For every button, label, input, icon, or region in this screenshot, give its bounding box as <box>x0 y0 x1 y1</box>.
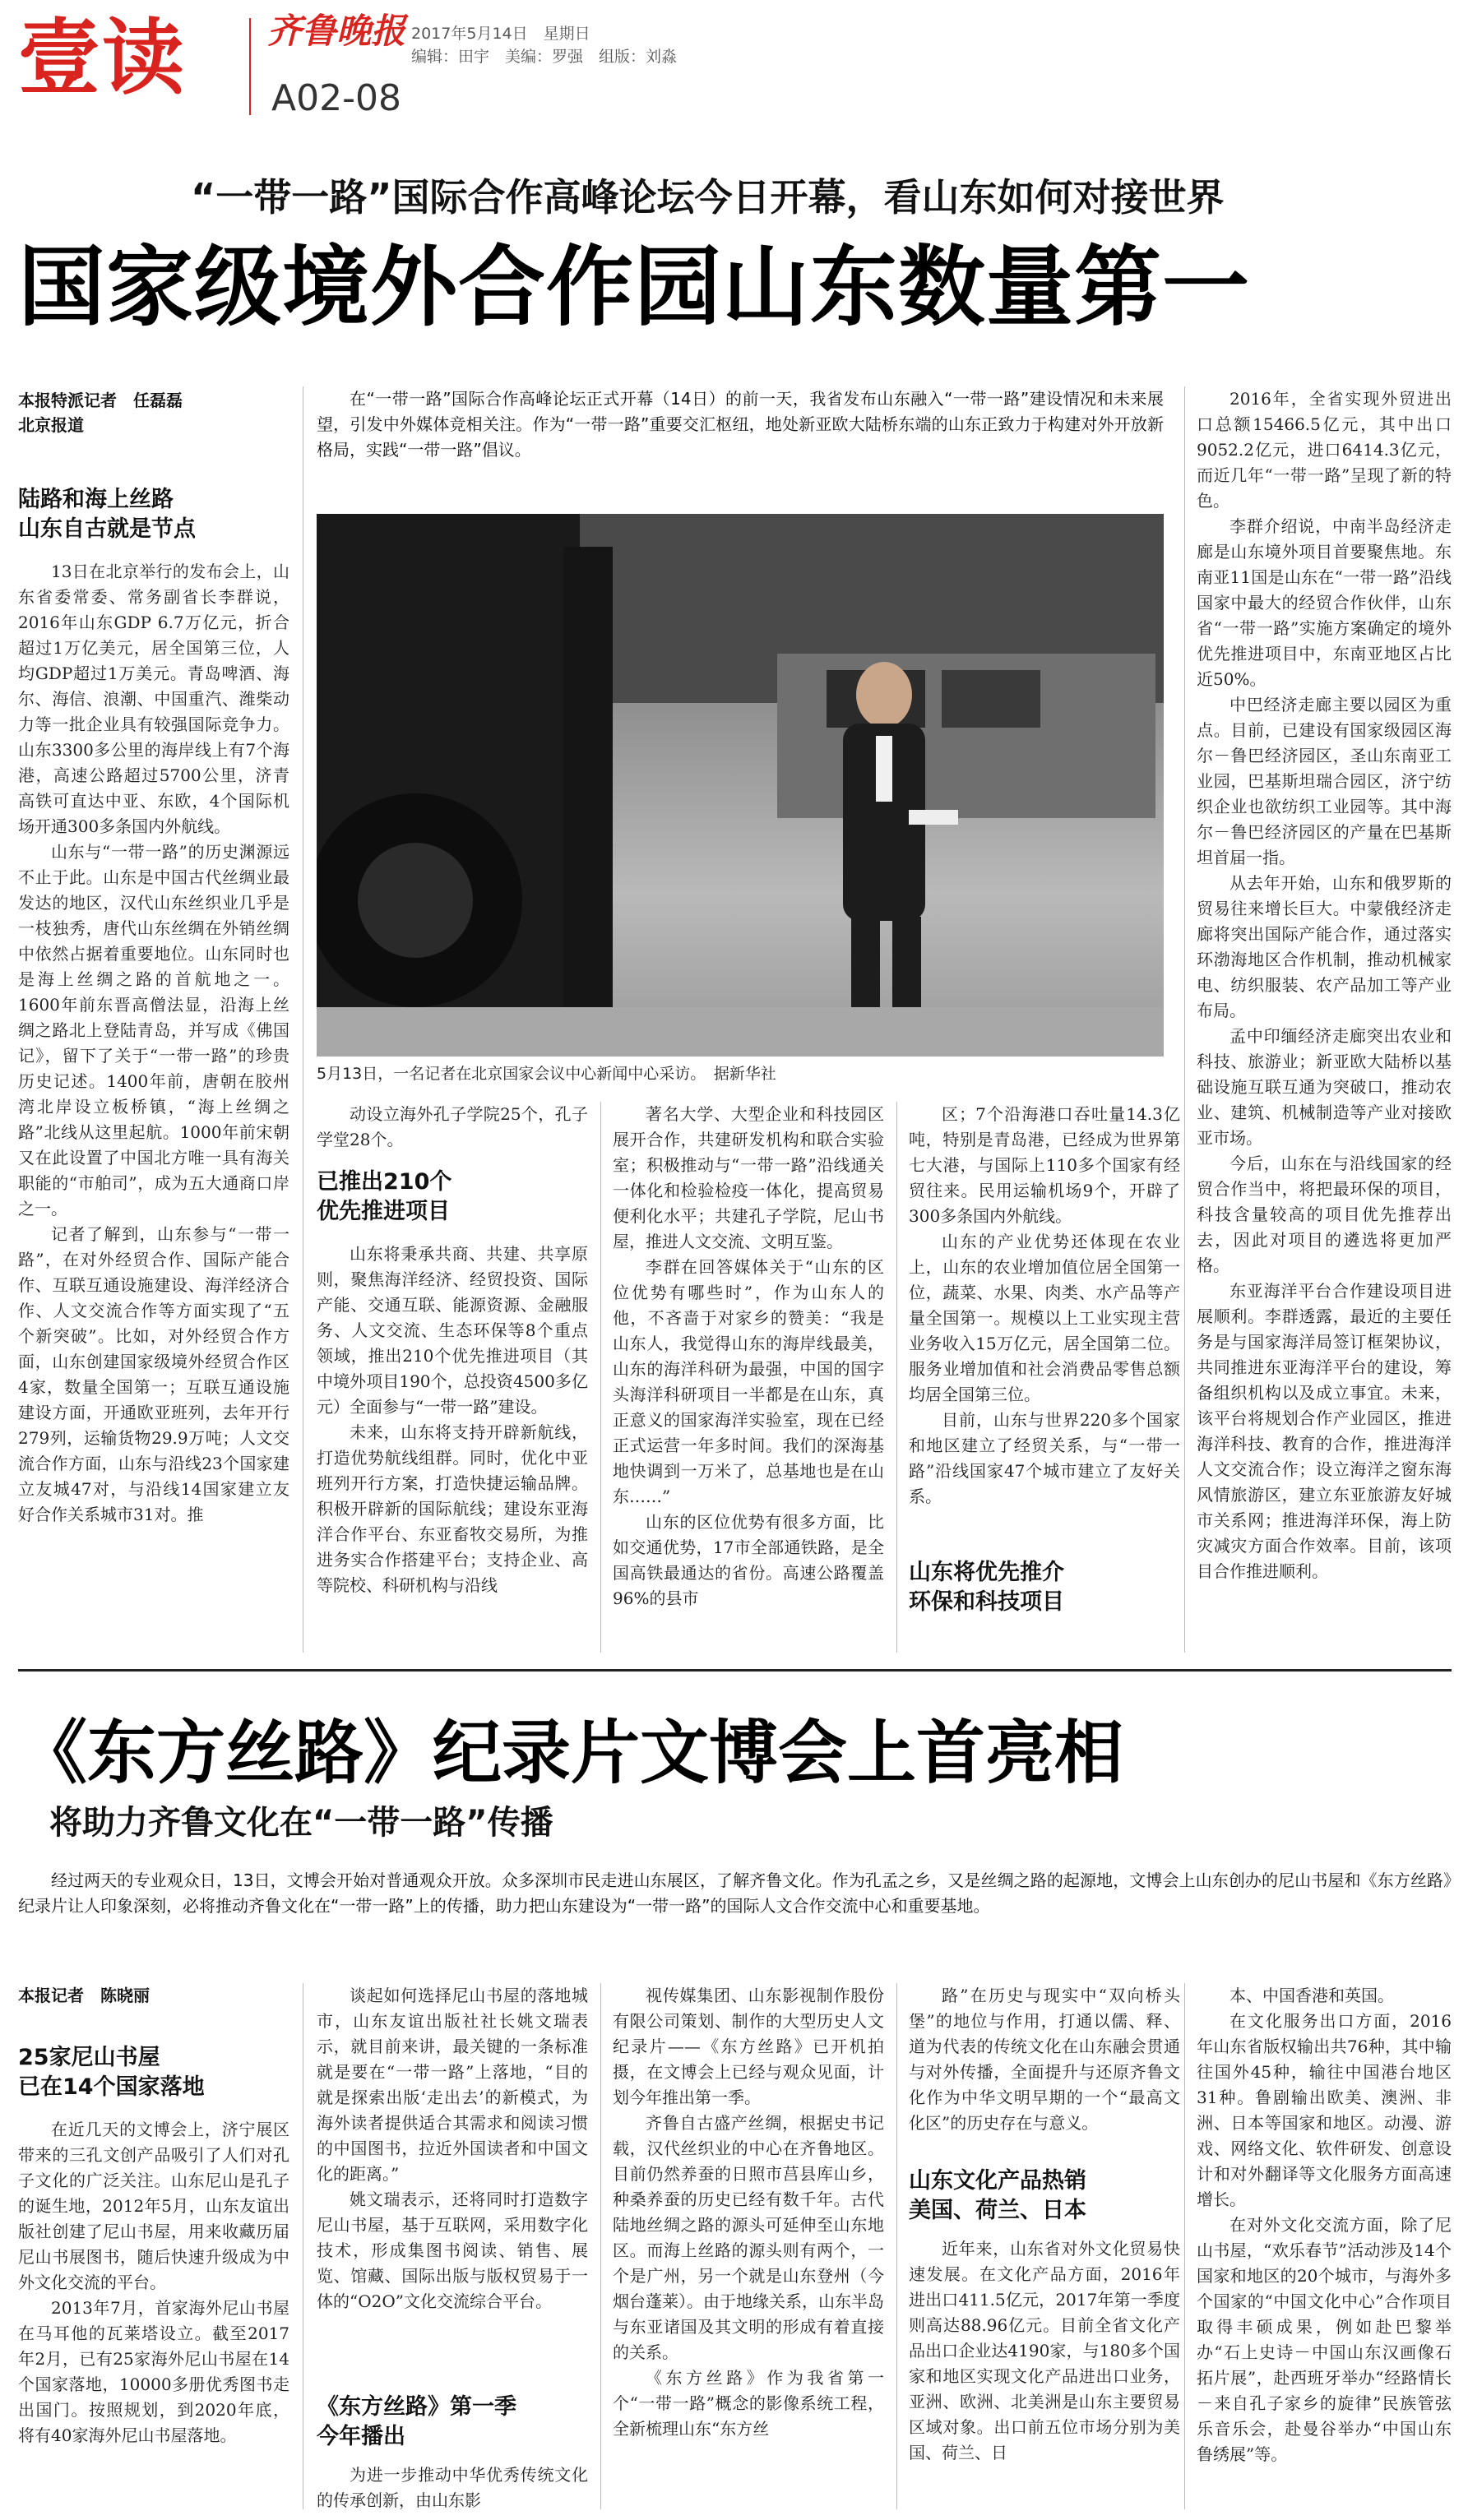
story1-col3: 著名大学、大型企业和科技园区展开合作，共建研发机构和联合实验室；积极推动与“一带一路”沿线通关一体化和检验检疫一体化，提高贸易便利化水平；共建孔子学院，尼山书屋，推进人文交流、文明互鉴。 李群在回答媒体关于“山东的区位优势有哪些时”，作为山东人的他，不吝啬于对家乡的赞美：“我是山东人，我觉得山东的海岸线最美，山东的海洋科研为最强，中国的国字头海洋科研项目一半都是在山东，真正意义的国家海洋实验室，现在已经正式运营一年多时间。我们的深海基地快调到一万米了，总基地也是在山东……” 山东的区位优势有很多方面，比如交通优势，17市全部通铁路，是全国高铁最通达的省份。高速公路覆盖96%的县市 <box>613 1104 884 1608</box>
staff-line: 编辑：田宇 美编：罗强 组版：刘淼 <box>411 48 678 66</box>
story1-byline <box>18 388 289 437</box>
story2-col1: 在近几天的文博会上，济宁展区带来的三孔文创产品吸引了人们对孔子文化的广泛关注。山东尼山是孔子的诞生地，2012年5月，山东友谊出版社创建了尼山书屋，用来收藏历届尼山书展图书，随后快速升级成为中外文化交流的平台。 2013年7月，首家海外尼山书屋在马耳他的瓦莱塔设立。截至2017年2月，已有25家海外尼山书屋在14个国家落地，10000多册优秀图书走出国门。按照规划，到2020年底，将有40家海外尼山书屋落地。 <box>18 2120 289 2445</box>
news-photo <box>317 514 1164 1057</box>
story1-col1: 13日在北京举行的发布会上，山东省委常委、常务副省长李群说，2016年山东GDP 6.7万亿元，折合超过1万亿美元，居全国第三位，人均GDP超过1万美元。青岛啤酒、海尔、海信、浪潮、中国重汽、潍柴动力等一批企业具有较强国际竞争力。山东3300多公里的海岸线上有7个海港，高速公路超过5700公里，济青高铁可直达中亚、东欧，4个国际机场开通300多条国内外航线。 山东与“一带一路”的历史渊源远不止于此。山东是中国古代丝绸业最发达的地区，汉代山东丝织业几乎是一枝独秀，唐代山东丝绸在外销丝绸中依然占据着重要地位。山东同时也是海上丝绸之路的首航地之一。1600年前东晋高僧法显，沿海上丝绸之路北上登陆青岛，并写成《佛国记》，留下了关于“一带一路”的珍贵历史记述。1400年前，唐朝在胶州湾北岸设立板桥镇，“海上丝绸之路”北线从这里起航。1000年前宋朝又在此设置了中国北方唯一具有海关职能的“市舶司”，成为五大通商口岸之一。 记者了解到，山东参与“一带一路”，在对外经贸合作、国际产能合作、互联互通设施建设、海洋经济合作、人文交流合作等方面实现了“五个新突破”。比如，对外经贸合作方面，山东创建国家级境外经贸合作区4家，数量全国第一；互联互通设施建设方面，开通欧亚班列，去年开行279列，运输货物29.9万吨；人文交流合作方面，山东与沿线23个国家建立友城47对，与沿线14国家建立友好合作关系城市31对。推 <box>18 562 289 1524</box>
story2-lead: 经过两天的专业观众日，13日，文博会开始对普通观众开放。众多深圳市民走进山东展区，了解齐鲁文化。作为孔孟之乡，又是丝绸之路的起源地，文博会上山东创办的尼山书屋和《东方丝路》纪录片让人印象深刻，必将推动齐鲁文化在“一带一路”上的传播，助力把山东建设为“一带一路”的国际人文合作交流中心和重要基地。 <box>18 1870 1452 1916</box>
page-code: A02-08 <box>271 77 401 119</box>
section-title: 壹读 <box>18 10 186 106</box>
story1-kicker: “一带一路”国际合作高峰论坛今日开幕，看山东如何对接世界 <box>191 175 1225 220</box>
story2-byline: 本报记者 陈晓丽 <box>18 1986 150 2005</box>
story2-subhead-2: 《东方丝路》第一季 今年播出 <box>317 2394 516 2449</box>
column-rule <box>600 1983 601 2509</box>
story2-headline: 《东方丝路》纪录片文博会上首亮相 <box>18 1713 1124 1793</box>
story2-col5: 本、中国香港和英国。 在文化服务出口方面，2016年山东省版权输出共76种，其中输往国外45种，输往中国港台地区31种。鲁剧输出欧美、澳洲、非洲、日本等国家和地区。动漫、游戏、网络文化、软件研发、创意设计和对外翻译等文化服务方面高速增长。 在对外文化交流方面，除了尼山书屋，“欢乐春节”活动涉及14个国家和地区的20个城市，与海外多个国家的“中国文化中心”合作项目取得丰硕成果，例如赴巴黎举办“石上史诗－中国山东汉画像石拓片展”，赴西班牙举办“经路情长－来自孔子家乡的旋律”民族管弦乐音乐会，赴曼谷举办“中国山东鲁绣展”等。 <box>1197 1986 1452 2464</box>
date-line: 2017年5月14日 星期日 <box>411 25 590 43</box>
dateline: 北京报道 <box>18 415 84 435</box>
story2-col2b: 为进一步推动中华优秀传统文化的传承创新，由山东影 <box>317 2465 588 2510</box>
story2-col4b: 近年来，山东省对外文化贸易快速发展。在文化产品方面，2016年进出口411.5亿元，2017年第一季度则高达88.96亿元。目前全省文化产品出口企业达4190家，与180多个国家和地区实现文化产品进出口业务，亚洲、欧洲、北美洲是山东主要贸易区域对象。出口前五位市场分别为美国、荷兰、日 <box>909 2239 1180 2462</box>
story1-col4: 区；7个沿海港口吞吐量14.3亿吨，特别是青岛港，已经成为世界第七大港，与国际上110多个国家有经贸往来。民用运输机场9个，开辟了300多条国内外航线。 山东的产业优势还体现在农业上，山东的农业增加值位居全国第一位，蔬菜、水果、肉类、水产品等产量全国第一。规模以上工业实现主营业务收入15万亿元，居全国第二位。服务业增加值和社会消费品零售总额均居全国第三位。 目前，山东与世界220多个国家和地区建立了经贸关系，与“一带一路”沿线国家47个城市建立了友好关系。 <box>909 1104 1180 1506</box>
photo-caption: 5月13日，一名记者在北京国家会议中心新闻中心采访。 据新华社 <box>317 1065 776 1083</box>
story1-headline: 国家级境外合作园山东数量第一 <box>18 237 1250 338</box>
column-rule <box>896 1983 897 2509</box>
masthead <box>0 0 1468 144</box>
story2-col2: 谈起如何选择尼山书屋的落地城市，山东友谊出版社社长姚文瑞表示，就目前来讲，最关键的一条标准就是要在“一带一路”上落地，“目的就是探索出版‘走出去’的新模式，为海外读者提供适合其需求和阅读习惯的中国图书，拉近外国读者和中国文化的距离。” 姚文瑞表示，还将同时打造数字尼山书屋，基于互联网，采用数字化技术，形成集图书阅读、销售、展览、馆藏、国际出版与版权贸易于一体的“O2O”文化交流综合平台。 <box>317 1986 588 2311</box>
story1-subhead-3: 山东将优先推介 环保和科技项目 <box>909 1560 1064 1615</box>
column-rule <box>1184 386 1185 1653</box>
masthead-divider <box>249 18 251 115</box>
story2-subhead-3: 山东文化产品热销 美国、荷兰、日本 <box>909 2168 1086 2223</box>
story1-col2b: 山东将秉承共商、共建、共享原则，聚焦海洋经济、经贸投资、国际产能、交通互联、能源资源、金融服务、人文交流、生态环保等8个重点领域，推出210个优先推进项目（其中境外项目190个，总投资4500多亿元）全面参与“一带一路”建设。 未来，山东将支持开辟新航线，打造优势航线组群。同时，优化中亚班列开行方案，打造快捷运输品牌。积极开辟新的国际航线；建设东亚海洋合作平台、东亚畜牧交易所，为推进务实合作搭建平台；支持企业、高等院校、科研机构与沿线 <box>317 1244 588 1595</box>
story2-subhead: 将助力齐鲁文化在“一带一路”传播 <box>49 1804 553 1842</box>
photo-illustration <box>317 514 1164 1057</box>
column-rule <box>600 1102 601 1653</box>
story1-lead: 在“一带一路”国际合作高峰论坛正式开幕（14日）的前一天，我省发布山东融入“一带一路”建设情况和未来展望，引发中外媒体竞相关注。作为“一带一路”重要交汇枢纽，地处新亚欧大陆桥东端的山东正致力于构建对外开放新格局，实践“一带一路”倡议。 <box>317 389 1164 460</box>
story2-col3: 视传媒集团、山东影视制作股份有限公司策划、制作的大型历史人文纪录片——《东方丝路》已开机拍摄，在文博会上已经与观众见面，计划今年推出第一季。 齐鲁自古盛产丝绸，根据史书记载，汉代丝织业的中心在齐鲁地区。目前仍然养蚕的日照市莒县库山乡，种桑养蚕的历史已经有数千年。古代陆地丝绸之路的源头可延伸至山东地区。而海上丝路的源头则有两个，一个是广州，另一个就是山东登州（今烟台蓬莱）。由于地缘关系，山东半岛与东亚诸国及其文明的形成有着直接的关系。 《东方丝路》作为我省第一个“一带一路”概念的影像系统工程，全新梳理山东“东方丝 <box>613 1986 884 2439</box>
paper-logo: 齐鲁晚报 <box>267 11 406 51</box>
reporter-name: 本报特派记者 任磊磊 <box>18 391 183 410</box>
story1-subhead-1: 陆路和海上丝路 山东自古就是节点 <box>18 487 196 542</box>
story1-subhead-2: 已推出210个 优先推进项目 <box>317 1169 452 1224</box>
story-divider <box>18 1669 1452 1672</box>
story1-col5: 2016年，全省实现外贸进出口总额15466.5亿元，其中出口9052.2亿元，进口6414.3亿元，而近几年“一带一路”呈现了新的特色。 李群介绍说，中南半岛经济走廊是山东境外项目首要聚焦地。东南亚11国是山东在“一带一路”沿线国家中最大的经贸合作伙伴，山东省“一带一路”实施方案确定的境外优先推进项目中，东南亚地区占比近50%。 中巴经济走廊主要以园区为重点。目前，已建设有国家级园区海尔－鲁巴经济园区，圣山东南亚工业园，巴基斯坦瑞合园区，济宁纺织企业也欲纺织工业园等。其中海尔－鲁巴经济园区的产量在巴基斯坦首届一指。 从去年开始，山东和俄罗斯的贸易往来增长巨大。中蒙俄经济走廊将突出国际产能合作，通过落实环渤海地区合作机制，推动机械家电、纺织服装、农产品加工等产业布局。 孟中印缅经济走廊突出农业和科技、旅游业；新亚欧大陆桥以基础设施互联互通为突破口，推动农业、建筑、机械制造等产业对接欧亚市场。 今后，山东在与沿线国家的经贸合作当中，将把最环保的项目，科技含量较高的项目优先推荐出去，因此对项目的遴选将更加严格。 东亚海洋平台合作建设项目进展顺利。李群透露，最近的主要任务是与国家海洋局签订框架协议，共同推进东亚海洋平台的建设，筹备组织机构以及成立事宜。未来，该平台将规划合作产业园区，推进海洋科技、教育的合作，推进海洋人文交流合作；设立海洋之窗东海风情旅游区，建立东亚旅游友好城市关系网；推进海洋环保，海上防灾减灾方面合作效率。目前，该项目合作推进顺利。 <box>1197 389 1452 1581</box>
column-rule <box>896 1102 897 1653</box>
story2-subhead-1: 25家尼山书屋 已在14个国家落地 <box>18 2045 205 2100</box>
story2-col4: 路”在历史与现实中“双向桥头堡”的地位与作用，打通以儒、释、道为代表的传统文化在山东融会贯通与对外传播，全面提升与还原齐鲁文化作为中华文明早期的一个“最高文化区”的历史存在与意义。 <box>909 1986 1180 2133</box>
story1-col2: 动设立海外孔子学院25个，孔子学堂28个。 <box>317 1104 588 1149</box>
column-rule <box>1184 1983 1185 2509</box>
